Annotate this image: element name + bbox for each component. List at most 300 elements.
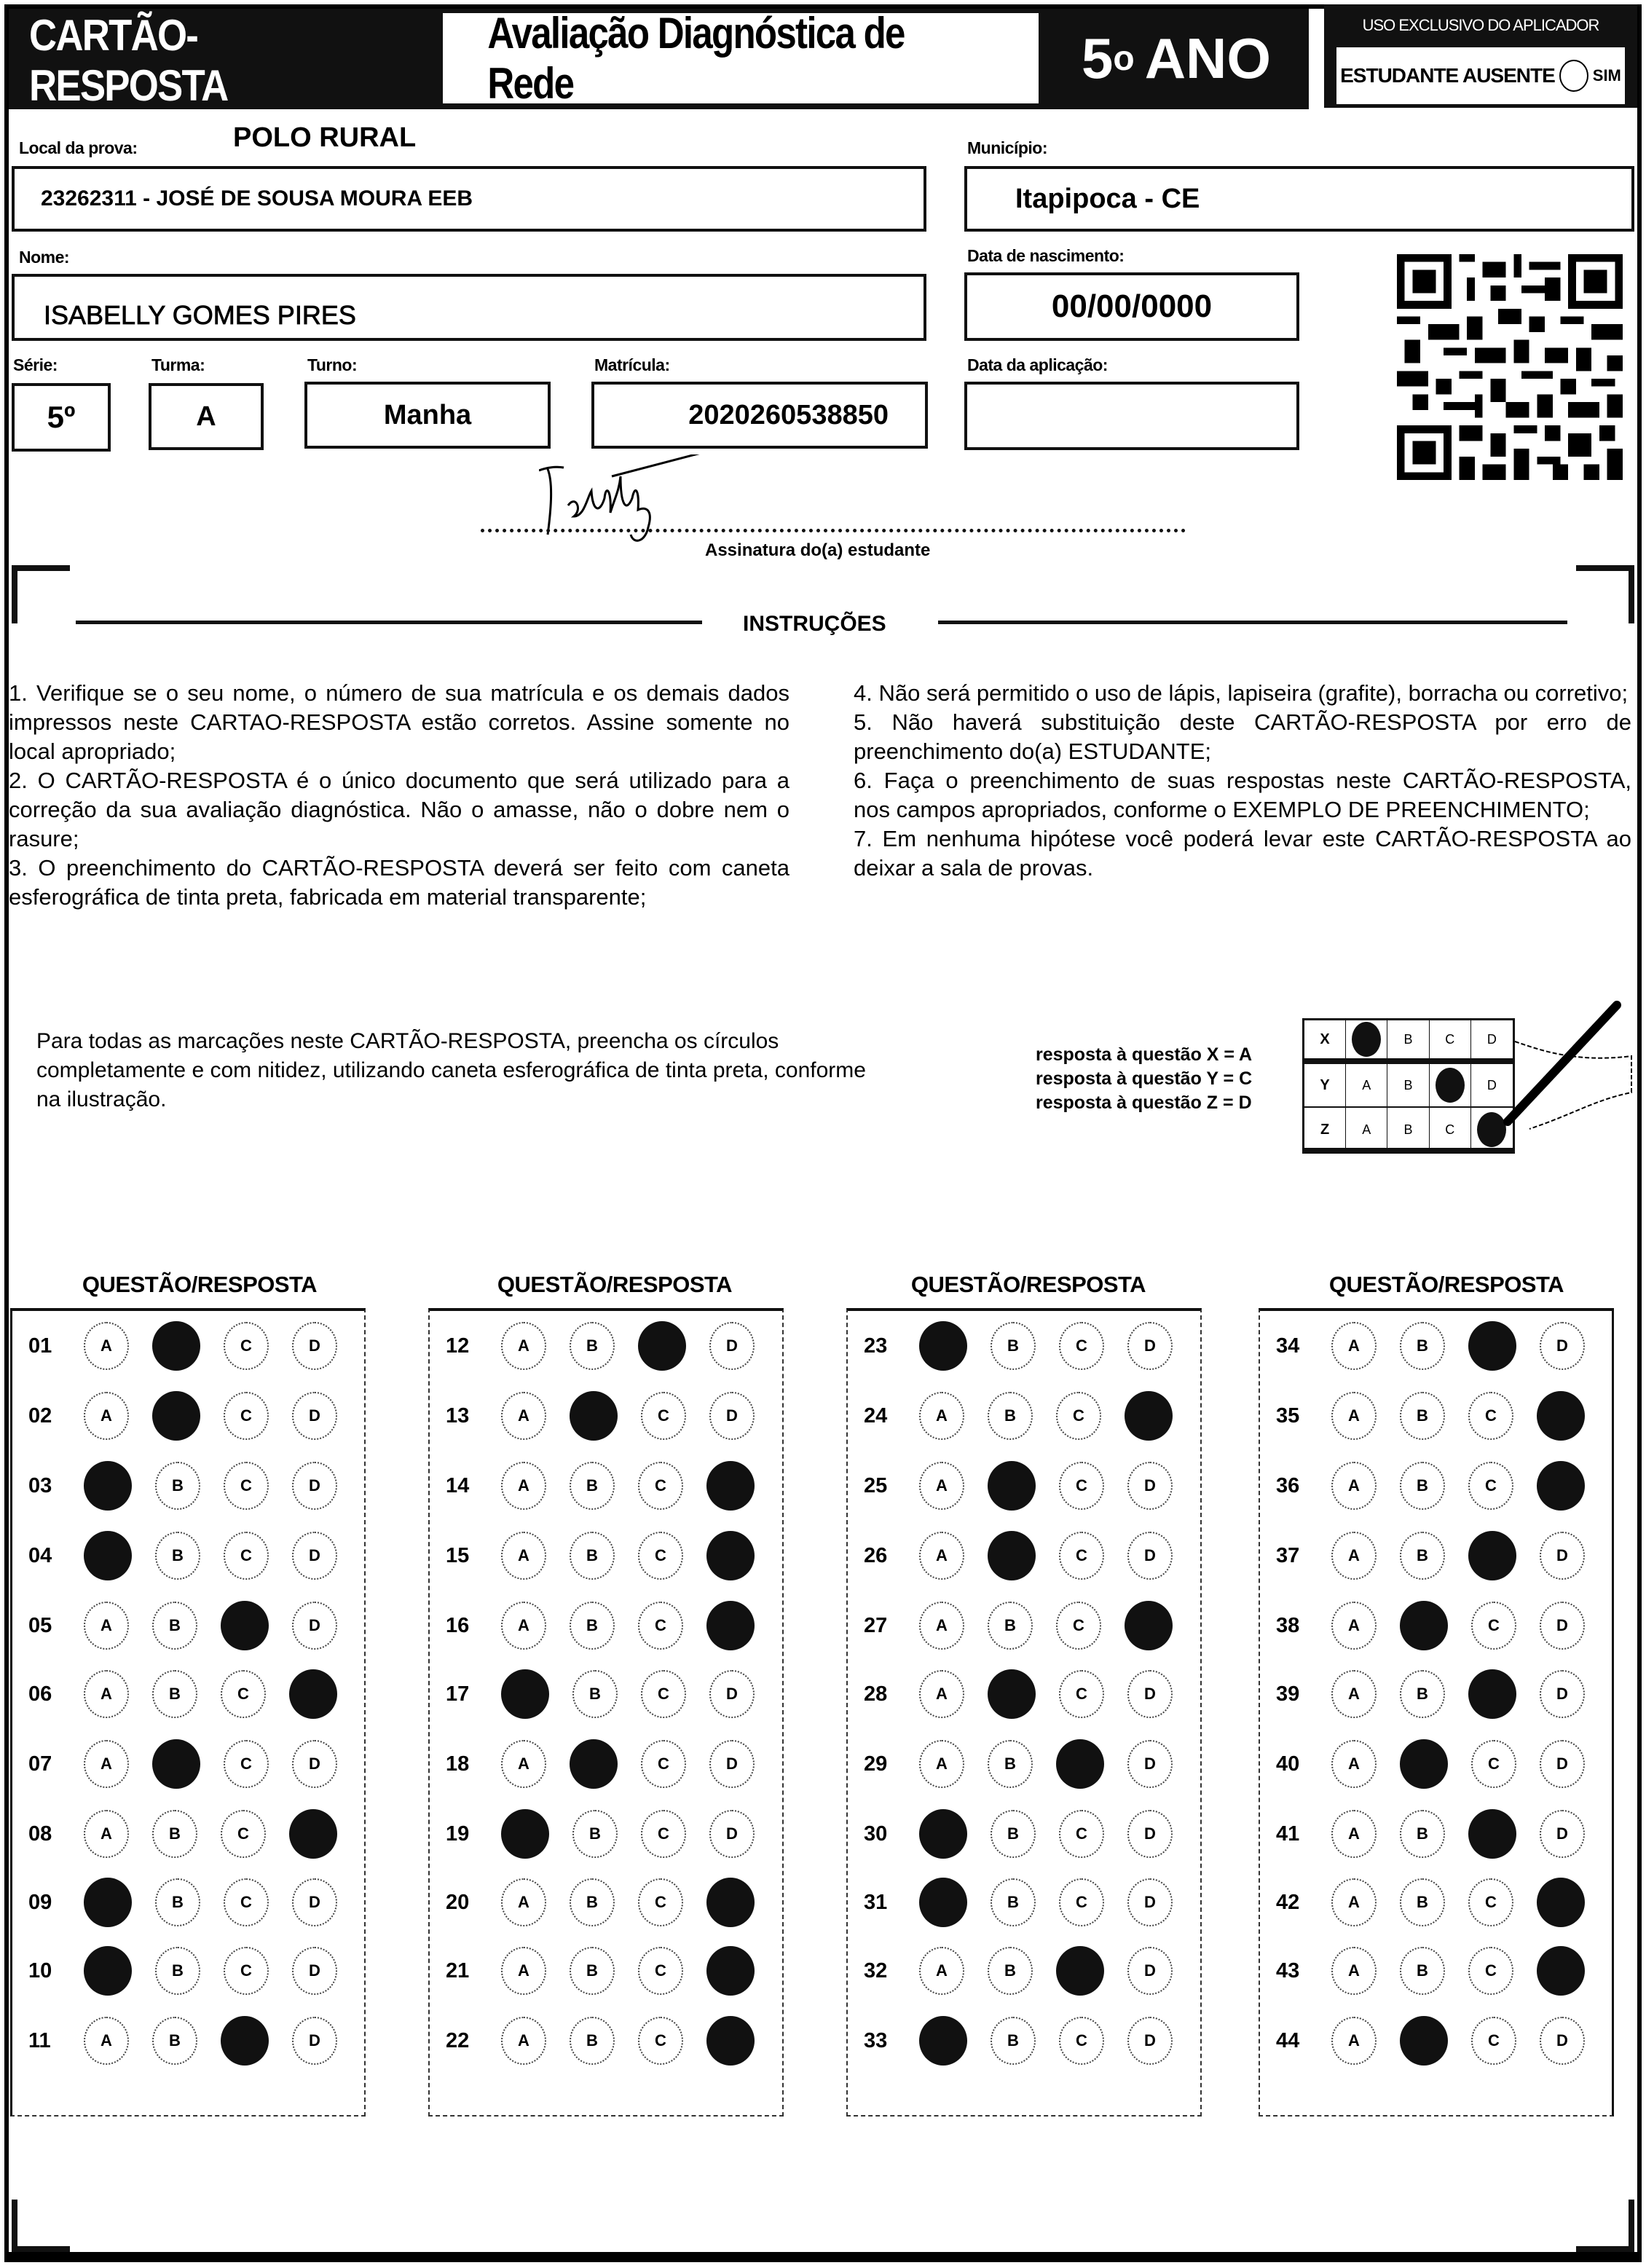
answer-bubble-a[interactable]: A	[919, 1392, 964, 1440]
example-row	[1304, 1108, 1513, 1151]
serie-field: 5º	[12, 383, 111, 452]
question-number: 33	[864, 2028, 888, 2052]
answer-bubble-b[interactable]	[1400, 2016, 1448, 2066]
question-number: 28	[864, 1682, 888, 1706]
answer-bubble-b[interactable]: B	[570, 2017, 615, 2065]
answer-bubble-a[interactable]: A	[84, 1740, 129, 1788]
answer-bubble-b[interactable]	[988, 1461, 1036, 1511]
answer-bubble-c[interactable]: C	[638, 1878, 683, 1926]
answer-bubble-d[interactable]: D	[292, 1947, 337, 1995]
answer-bubble-a[interactable]	[84, 1531, 132, 1580]
question-number: 25	[864, 1473, 888, 1497]
answer-bubble-a[interactable]	[501, 1669, 549, 1719]
answer-bubble-a[interactable]: A	[1331, 2017, 1377, 2065]
answer-bubble-d[interactable]: D	[709, 1740, 755, 1788]
instructions-rule-right	[938, 621, 1567, 624]
answer-bubble-b[interactable]: B	[152, 1810, 197, 1858]
answer-bubble-a[interactable]: A	[1331, 1947, 1377, 1995]
answer-bubble-c[interactable]: C	[1056, 1392, 1101, 1440]
answer-bubble-d[interactable]: D	[1540, 1602, 1585, 1650]
municipio-label: Município:	[967, 138, 1047, 157]
answer-bubble-c[interactable]: C	[221, 1810, 266, 1858]
answer-bubble-d[interactable]: D	[1127, 1740, 1173, 1788]
absent-checkbox[interactable]	[1559, 60, 1588, 92]
answer-bubble-a[interactable]: A	[501, 2017, 546, 2065]
answer-bubble-d[interactable]	[1537, 1878, 1585, 1927]
answer-bubble-c[interactable]: C	[1471, 1602, 1516, 1650]
instructions-title: INSTRUÇÕES	[743, 612, 886, 636]
answer-column-heading: QUESTÃO/RESPOSTA	[1328, 1272, 1564, 1297]
question-number: 17	[446, 1682, 470, 1706]
question-number: 16	[446, 1613, 470, 1637]
question-number: 37	[1276, 1543, 1300, 1567]
registration-mark-top-right	[1576, 565, 1634, 623]
instructions-right	[854, 679, 1631, 883]
answer-bubble-d[interactable]: D	[1127, 1670, 1173, 1718]
answer-column-heading: QUESTÃO/RESPOSTA	[82, 1272, 318, 1297]
question-number: 29	[864, 1752, 888, 1776]
answer-bubble-d[interactable]: D	[709, 1392, 755, 1440]
example-option	[1346, 1020, 1387, 1058]
answer-bubble-c[interactable]: C	[1468, 1947, 1513, 1995]
absent-option-label: SIM	[1592, 66, 1621, 84]
answer-bubble-a[interactable]: A	[919, 1602, 964, 1650]
question-row	[12, 1801, 364, 1867]
question-row	[848, 1870, 1200, 1935]
answer-bubble-d[interactable]	[1125, 1391, 1173, 1441]
answer-bubble-d[interactable]	[1537, 1391, 1585, 1441]
question-row	[848, 1453, 1200, 1519]
grade-label: 5 o ANO	[1081, 25, 1272, 90]
answer-bubble-d[interactable]: D	[1540, 1532, 1585, 1580]
answer-bubble-a[interactable]: A	[919, 1740, 964, 1788]
answer-bubble-c[interactable]: C	[641, 1392, 686, 1440]
absent-label: ESTUDANTE AUSENTE	[1340, 64, 1555, 87]
answer-bubble-c[interactable]	[638, 1321, 686, 1371]
question-row	[12, 1523, 364, 1588]
answer-column-4	[1259, 1308, 1614, 2117]
answer-bubble-c[interactable]	[1468, 1809, 1516, 1859]
answer-bubble-d[interactable]	[706, 1461, 755, 1511]
answer-bubble-c[interactable]: C	[1059, 1532, 1104, 1580]
question-number: 31	[864, 1890, 888, 1914]
question-row	[430, 1938, 782, 2004]
question-number: 19	[446, 1822, 470, 1846]
answer-bubble-b[interactable]	[152, 1739, 200, 1789]
answer-bubble-b[interactable]: B	[1400, 1670, 1445, 1718]
question-number: 12	[446, 1334, 470, 1358]
answer-bubble-c[interactable]: C	[641, 1810, 686, 1858]
answer-bubble-a[interactable]: A	[919, 1670, 964, 1718]
answer-bubble-a[interactable]: A	[919, 1947, 964, 1995]
fill-instructions: Para todas as marcações neste CARTÃO-RESPOSTA, preencha os círculos completamente e com nitidez, utilizando caneta esferográfica de tinta preta, conforme na ilustração.	[36, 1029, 866, 1111]
answer-bubble-c[interactable]	[1056, 1739, 1104, 1789]
answer-bubble-b[interactable]: B	[570, 1322, 615, 1370]
answer-bubble-a[interactable]	[919, 1878, 967, 1927]
question-number: 13	[446, 1403, 470, 1428]
answer-bubble-c[interactable]	[1468, 1531, 1516, 1580]
question-number: 14	[446, 1473, 470, 1497]
answer-bubble-a[interactable]: A	[501, 1740, 546, 1788]
question-number: 39	[1276, 1682, 1300, 1706]
answer-bubble-d[interactable]: D	[1127, 2017, 1173, 2065]
answer-bubble-c[interactable]: C	[638, 1462, 683, 1510]
question-number: 20	[446, 1890, 470, 1914]
answer-bubble-c[interactable]: C	[224, 1878, 269, 1926]
answer-bubble-d[interactable]: D	[292, 1740, 337, 1788]
answer-bubble-a[interactable]	[919, 2016, 967, 2066]
answer-bubble-a[interactable]	[84, 1946, 132, 1996]
answer-bubble-d[interactable]	[706, 2016, 755, 2066]
answer-bubble-c[interactable]: C	[1468, 1878, 1513, 1926]
answer-bubble-a[interactable]: A	[84, 1322, 129, 1370]
answer-bubble-c[interactable]	[221, 1601, 269, 1650]
pen-hand-illustration-icon	[1486, 998, 1639, 1143]
question-row	[1260, 1523, 1612, 1588]
question-row	[430, 1661, 782, 1727]
answer-bubble-b[interactable]: B	[991, 1878, 1036, 1926]
answer-bubble-b[interactable]: B	[1400, 1392, 1445, 1440]
answer-bubble-b[interactable]: B	[570, 1947, 615, 1995]
answer-bubble-b[interactable]: B	[991, 2017, 1036, 2065]
answer-bubble-c[interactable]: C	[1468, 1392, 1513, 1440]
question-number: 36	[1276, 1473, 1300, 1497]
answer-column-heading: QUESTÃO/RESPOSTA	[497, 1272, 733, 1297]
answer-bubble-d[interactable]	[706, 1531, 755, 1580]
answer-bubble-b[interactable]: B	[570, 1532, 615, 1580]
answer-bubble-a[interactable]: A	[84, 2017, 129, 2065]
answer-bubble-a[interactable]: A	[501, 1392, 546, 1440]
answer-bubble-a[interactable]: A	[84, 1810, 129, 1858]
answer-bubble-b[interactable]: B	[1400, 1810, 1445, 1858]
question-number: 23	[864, 1334, 888, 1358]
answer-bubble-c[interactable]: C	[224, 1462, 269, 1510]
answer-bubble-b[interactable]: B	[1400, 1947, 1445, 1995]
answer-bubble-b[interactable]: B	[1400, 1462, 1445, 1510]
example-legend-y: resposta à questão Y = C	[1036, 1068, 1253, 1089]
answer-bubble-c[interactable]	[221, 2016, 269, 2066]
answer-bubble-b[interactable]	[570, 1391, 618, 1441]
answer-bubble-a[interactable]: A	[501, 1532, 546, 1580]
answer-bubble-a[interactable]	[919, 1321, 967, 1371]
instructions-left	[9, 679, 789, 912]
answer-bubble-d[interactable]	[1537, 1946, 1585, 1996]
answer-bubble-d[interactable]: D	[1540, 1322, 1585, 1370]
answer-bubble-c[interactable]: C	[224, 1392, 269, 1440]
turno-label: Turno:	[307, 355, 358, 374]
answer-bubble-c[interactable]: C	[1059, 1322, 1104, 1370]
answer-bubble-d[interactable]: D	[1127, 1878, 1173, 1926]
answer-bubble-c[interactable]: C	[1056, 1602, 1101, 1650]
question-row	[1260, 2008, 1612, 2074]
answer-bubble-b[interactable]: B	[152, 1670, 197, 1718]
answer-bubble-b[interactable]: B	[152, 2017, 197, 2065]
answer-bubble-c[interactable]: C	[641, 1740, 686, 1788]
question-row	[1260, 1383, 1612, 1449]
answer-bubble-d[interactable]	[289, 1809, 337, 1859]
turma-label: Turma:	[151, 355, 205, 374]
question-number: 41	[1276, 1822, 1300, 1846]
question-row	[1260, 1801, 1612, 1867]
question-number: 35	[1276, 1403, 1300, 1428]
answer-bubble-a[interactable]: A	[84, 1670, 129, 1718]
answer-bubble-b[interactable]	[988, 1669, 1036, 1719]
question-row	[430, 1801, 782, 1867]
assessment-title: Avaliação Diagnóstica de Rede	[443, 13, 1039, 103]
answer-bubble-c[interactable]: C	[224, 1740, 269, 1788]
answer-bubble-b[interactable]: B	[988, 1602, 1033, 1650]
answer-bubble-c[interactable]: C	[638, 1532, 683, 1580]
answer-bubble-c[interactable]: C	[1468, 1462, 1513, 1510]
answer-bubble-b[interactable]: B	[988, 1947, 1033, 1995]
local-field: 23262311 - JOSÉ DE SOUSA MOURA EEB	[12, 166, 926, 232]
answer-bubble-a[interactable]: A	[501, 1602, 546, 1650]
answer-bubble-a[interactable]: A	[1331, 1532, 1377, 1580]
answer-bubble-b[interactable]	[988, 1531, 1036, 1580]
answer-bubble-c[interactable]: C	[1059, 1878, 1104, 1926]
example-option: B	[1387, 1108, 1429, 1151]
answer-bubble-d[interactable]: D	[1127, 1947, 1173, 1995]
answer-bubble-a[interactable]: A	[1331, 1392, 1377, 1440]
answer-bubble-d[interactable]: D	[292, 1462, 337, 1510]
answer-bubble-d[interactable]: D	[292, 1392, 337, 1440]
example-option: C	[1430, 1020, 1471, 1058]
answer-bubble-d[interactable]: D	[1540, 1810, 1585, 1858]
answer-bubble-b[interactable]: B	[155, 1947, 200, 1995]
question-number: 07	[28, 1752, 52, 1776]
example-legend-z: resposta à questão Z = D	[1036, 1092, 1252, 1113]
question-row	[12, 1313, 364, 1379]
answer-bubble-a[interactable]	[84, 1461, 132, 1511]
answer-bubble-b[interactable]: B	[991, 1810, 1036, 1858]
question-row	[1260, 1938, 1612, 2004]
answer-bubble-a[interactable]: A	[1331, 1878, 1377, 1926]
answer-bubble-b[interactable]: B	[988, 1740, 1033, 1788]
answer-bubble-c[interactable]: C	[1059, 1810, 1104, 1858]
question-row	[848, 1938, 1200, 2004]
answer-bubble-a[interactable]: A	[919, 1462, 964, 1510]
question-number: 11	[28, 2028, 51, 2052]
answer-bubble-c[interactable]: C	[638, 1602, 683, 1650]
answer-bubble-d[interactable]: D	[709, 1322, 755, 1370]
absent-student-field	[1334, 45, 1627, 106]
answer-bubble-a[interactable]	[501, 1809, 549, 1859]
answer-bubble-c[interactable]: C	[221, 1670, 266, 1718]
answer-bubble-a[interactable]: A	[84, 1602, 129, 1650]
answer-bubble-a[interactable]: A	[1331, 1670, 1377, 1718]
answer-bubble-d[interactable]: D	[1127, 1532, 1173, 1580]
answer-bubble-b[interactable]: B	[572, 1670, 618, 1718]
turno-field: Manha	[304, 382, 551, 449]
answer-bubble-a[interactable]: A	[501, 1947, 546, 1995]
answer-bubble-d[interactable]: D	[1540, 1740, 1585, 1788]
answer-bubble-d[interactable]	[289, 1669, 337, 1719]
example-option	[1430, 1064, 1471, 1106]
answer-bubble-d[interactable]: D	[1540, 1670, 1585, 1718]
answer-bubble-a[interactable]: A	[501, 1878, 546, 1926]
answer-bubble-b[interactable]: B	[1400, 1878, 1445, 1926]
example-row	[1304, 1064, 1513, 1108]
example-row-key: Z	[1304, 1108, 1346, 1151]
answer-bubble-b[interactable]: B	[1400, 1532, 1445, 1580]
answer-bubble-c[interactable]: C	[224, 1532, 269, 1580]
answer-bubble-c[interactable]	[1468, 1321, 1516, 1371]
question-row	[848, 1523, 1200, 1588]
answer-bubble-a[interactable]: A	[1331, 1462, 1377, 1510]
answer-bubble-b[interactable]: B	[155, 1878, 200, 1926]
answer-bubble-a[interactable]: A	[501, 1462, 546, 1510]
question-row	[430, 1523, 782, 1588]
question-number: 10	[28, 1958, 52, 1982]
question-row	[1260, 1313, 1612, 1379]
answer-bubble-d[interactable]: D	[1127, 1322, 1173, 1370]
answer-bubble-c[interactable]: C	[641, 1670, 686, 1718]
answer-bubble-c[interactable]: C	[224, 1322, 269, 1370]
example-row	[1304, 1020, 1513, 1064]
answer-bubble-a[interactable]: A	[84, 1392, 129, 1440]
question-row	[12, 1870, 364, 1935]
question-row	[430, 1731, 782, 1797]
answer-bubble-c[interactable]: C	[638, 2017, 683, 2065]
signature-line[interactable]	[481, 529, 1186, 532]
example-option: B	[1387, 1020, 1429, 1058]
question-number: 40	[1276, 1752, 1300, 1776]
student-signature	[539, 454, 714, 549]
question-row	[1260, 1593, 1612, 1658]
question-number: 43	[1276, 1958, 1300, 1982]
answer-bubble-b[interactable]: B	[991, 1322, 1036, 1370]
answer-bubble-d[interactable]	[706, 1601, 755, 1650]
answer-bubble-b[interactable]: B	[988, 1392, 1033, 1440]
question-row	[848, 1383, 1200, 1449]
example-legend-x: resposta à questão X = A	[1036, 1044, 1253, 1065]
answer-bubble-b[interactable]	[1400, 1601, 1448, 1650]
answer-bubble-b[interactable]	[570, 1739, 618, 1789]
answer-bubble-d[interactable]: D	[709, 1670, 755, 1718]
answer-bubble-b[interactable]	[152, 1321, 200, 1371]
nome-field: ISABELLY GOMES PIRES	[12, 274, 926, 341]
applicator-box	[1324, 4, 1637, 108]
question-row	[12, 1453, 364, 1519]
instruction-2: 2. O CARTÃO-RESPOSTA é o único documento que será utilizado para a correção da sua avaliação diagnóstica. Não o amasse, não o dobre nem o rasure;	[9, 768, 789, 851]
answer-bubble-c[interactable]: C	[224, 1947, 269, 1995]
question-row	[1260, 1453, 1612, 1519]
example-option: D	[1486, 1077, 1497, 1092]
nascimento-field: 00/00/0000	[964, 272, 1299, 341]
answer-bubble-d[interactable]: D	[709, 1810, 755, 1858]
question-number: 30	[864, 1822, 888, 1846]
question-row	[12, 1731, 364, 1797]
question-number: 26	[864, 1543, 888, 1567]
answer-bubble-d[interactable]	[1537, 1461, 1585, 1511]
answer-bubble-b[interactable]: B	[152, 1602, 197, 1650]
answer-bubble-d[interactable]: D	[1127, 1810, 1173, 1858]
question-row	[430, 1383, 782, 1449]
answer-bubble-d[interactable]: D	[292, 1322, 337, 1370]
instruction-7: 7. Em nenhuma hipótese você poderá levar este CARTÃO-RESPOSTA ao deixar a sala de provas.	[854, 826, 1631, 881]
question-number: 06	[28, 1682, 52, 1706]
question-row	[12, 1593, 364, 1658]
question-number: 01	[28, 1334, 52, 1358]
matricula-label: Matrícula:	[594, 355, 670, 374]
answer-bubble-b[interactable]: B	[572, 1810, 618, 1858]
question-row	[12, 2008, 364, 2074]
answer-bubble-c[interactable]: C	[638, 1947, 683, 1995]
question-number: 04	[28, 1543, 52, 1567]
signature-label: Assinatura do(a) estudante	[705, 540, 931, 560]
question-number: 44	[1276, 2028, 1300, 2052]
answer-bubble-b[interactable]	[1400, 1739, 1448, 1789]
answer-bubble-b[interactable]	[152, 1391, 200, 1441]
answer-bubble-a[interactable]: A	[1331, 1740, 1377, 1788]
answer-bubble-b[interactable]: B	[570, 1878, 615, 1926]
answer-bubble-b[interactable]: B	[570, 1602, 615, 1650]
question-number: 42	[1276, 1890, 1300, 1914]
nascimento-label: Data de nascimento:	[967, 246, 1125, 265]
answer-bubble-d[interactable]	[706, 1946, 755, 1996]
answer-bubble-b[interactable]: B	[570, 1462, 615, 1510]
answer-bubble-d[interactable]: D	[1540, 2017, 1585, 2065]
example-legend	[1036, 1043, 1252, 1115]
answer-bubble-a[interactable]: A	[501, 1322, 546, 1370]
question-row	[1260, 1870, 1612, 1935]
aplicacao-field	[964, 382, 1299, 450]
example-row-key: Y	[1304, 1064, 1346, 1106]
answer-bubble-d[interactable]: D	[1127, 1462, 1173, 1510]
instruction-5: 5. Não haverá substituição deste CARTÃO-RESPOSTA por erro de preenchimento do(a) ESTUDANTE;	[854, 709, 1631, 764]
question-row	[430, 2008, 782, 2074]
question-row	[12, 1661, 364, 1727]
answer-bubble-a[interactable]	[84, 1878, 132, 1927]
answer-bubble-c[interactable]	[1468, 1669, 1516, 1719]
answer-bubble-b[interactable]: B	[155, 1532, 200, 1580]
answer-bubble-c[interactable]	[1056, 1946, 1104, 1996]
question-row	[430, 1870, 782, 1935]
answer-bubble-a[interactable]: A	[1331, 1810, 1377, 1858]
question-row	[848, 1801, 1200, 1867]
question-number: 09	[28, 1890, 52, 1914]
answer-column-1	[10, 1308, 366, 2117]
answer-bubble-c[interactable]: C	[1059, 2017, 1104, 2065]
answer-bubble-c[interactable]: C	[1471, 1740, 1516, 1788]
answer-bubble-a[interactable]: A	[1331, 1602, 1377, 1650]
answer-bubble-d[interactable]	[706, 1878, 755, 1927]
question-row	[12, 1938, 364, 2004]
question-row	[848, 1661, 1200, 1727]
answer-bubble-c[interactable]: C	[1471, 2017, 1516, 2065]
answer-bubble-d[interactable]: D	[292, 1532, 337, 1580]
answer-bubble-d[interactable]: D	[292, 1602, 337, 1650]
question-row	[848, 1313, 1200, 1379]
answer-bubble-c[interactable]: C	[1059, 1670, 1104, 1718]
registration-mark-bottom-left	[12, 2200, 70, 2252]
answer-bubble-b[interactable]: B	[155, 1462, 200, 1510]
answer-bubble-a[interactable]: A	[919, 1532, 964, 1580]
answer-bubble-a[interactable]	[919, 1809, 967, 1859]
question-row	[1260, 1661, 1612, 1727]
answer-bubble-c[interactable]: C	[1059, 1462, 1104, 1510]
applicator-box-title: USO EXCLUSIVO DO APLICADOR	[1362, 16, 1599, 34]
filled-bubble-icon	[1352, 1022, 1381, 1057]
answer-bubble-b[interactable]: B	[1400, 1322, 1445, 1370]
example-option: C	[1430, 1108, 1471, 1151]
answer-bubble-d[interactable]: D	[292, 2017, 337, 2065]
answer-bubble-a[interactable]: A	[1331, 1322, 1377, 1370]
question-number: 18	[446, 1752, 470, 1776]
instruction-6: 6. Faça o preenchimento de suas respostas neste CARTÃO-RESPOSTA, nos campos apropriados, conforme o EXEMPLO DE PREENCHIMENTO;	[854, 768, 1631, 822]
answer-bubble-d[interactable]: D	[292, 1878, 337, 1926]
answer-bubble-d[interactable]	[1125, 1601, 1173, 1650]
